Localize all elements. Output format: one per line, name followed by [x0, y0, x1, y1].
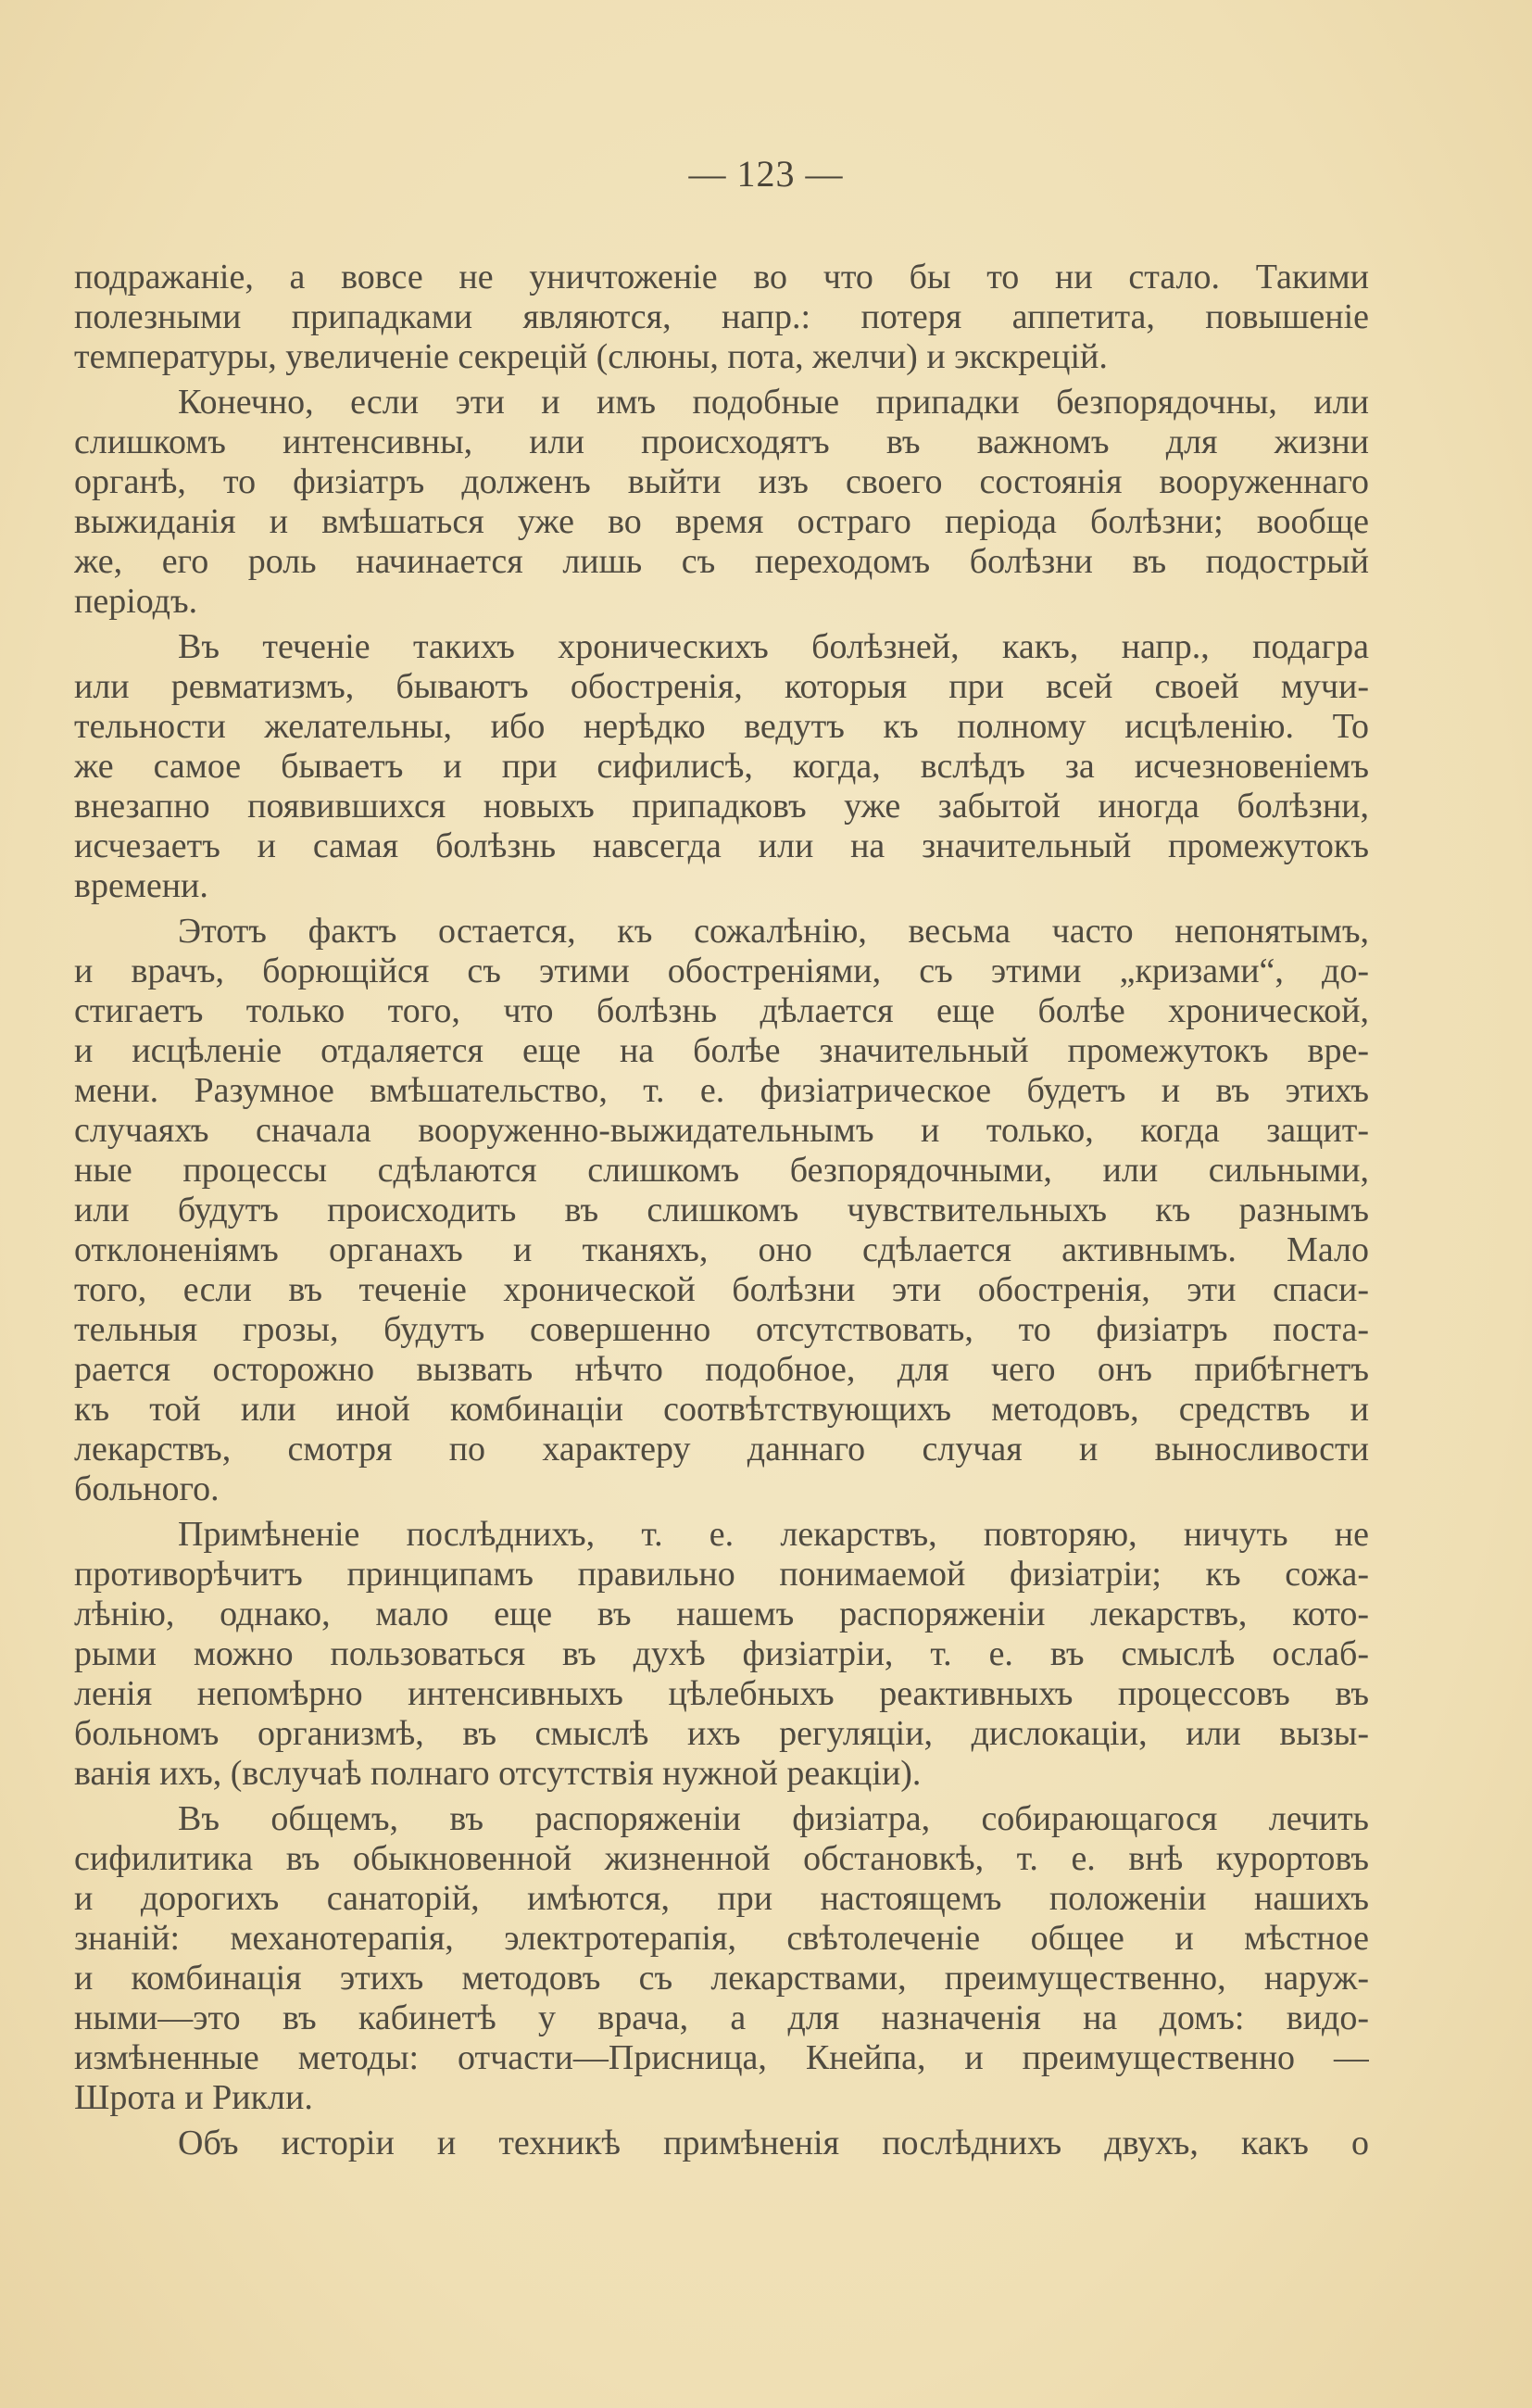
text-line: и врачъ, борющійся съ этими обостреніями, съ этими „кризами“, до- [74, 952, 1369, 990]
text-line: же самое бываетъ и при сифилисѣ, когда, вслѣдъ за исчезновеніемъ [74, 747, 1369, 786]
text-line: Шрота и Рикли. [74, 2078, 313, 2117]
text-line: подражаніе, а вовсе не уничтоженіе во что бы то ни стало. Такими [74, 258, 1369, 296]
paragraph [74, 383, 1369, 622]
text-line: знаній: механотерапія, электротерапія, свѣтолеченіе общее и мѣстное [74, 1919, 1369, 1958]
page-number: — 123 — [688, 153, 844, 195]
text-line: тельныя грозы, будутъ совершенно отсутствовать, то физіатръ поста- [74, 1310, 1369, 1349]
text-line: или будутъ происходить въ слишкомъ чувствительныхъ къ разнымъ [74, 1191, 1369, 1229]
text-line: Этотъ фактъ остается, къ сожалѣнію, весьма часто непонятымъ, [178, 912, 1369, 951]
text-line: періодъ. [74, 582, 198, 621]
text-line: исчезаетъ и самая болѣзнь навсегда или на значительный промежутокъ [74, 826, 1369, 865]
text-line: измѣненные методы: отчасти—Присница, Кнейпа, и преимущественно — [74, 2038, 1369, 2077]
text-line: температуры, увеличеніе секрецій (слюны, пота, желчи) и экскрецій. [74, 337, 1108, 376]
text-line: рыми можно пользоваться въ духѣ физіатріи, т. е. въ смыслѣ ослаб- [74, 1634, 1369, 1673]
text-line: полезными припадками являются, напр.: потеря аппетита, повышеніе [74, 297, 1369, 336]
text-line: ными—это въ кабинетѣ у врача, а для назначенія на домъ: видо- [74, 1998, 1369, 2037]
text-line: къ той или иной комбинаціи соотвѣтствующихъ методовъ, средствъ и [74, 1390, 1369, 1429]
text-line: и исцѣленіе отдаляется еще на болѣе значительный промежутокъ вре- [74, 1031, 1369, 1070]
text-line: органѣ, то физіатръ долженъ выйти изъ своего состоянія вооруженнаго [74, 462, 1369, 501]
text-line: стигаетъ только того, что болѣзнь дѣлается еще болѣе хронической, [74, 991, 1369, 1030]
text-line: противорѣчитъ принципамъ правильно понимаемой физіатріи; къ сожа- [74, 1555, 1369, 1594]
paragraph [74, 627, 1369, 906]
text-line: или ревматизмъ, бываютъ обостренія, которыя при всей своей мучи- [74, 667, 1369, 706]
text-line: внезапно появившихся новыхъ припадковъ уже забытой иногда болѣзни, [74, 787, 1369, 826]
text-line: ленія непомѣрно интенсивныхъ цѣлебныхъ реактивныхъ процессовъ въ [74, 1674, 1369, 1713]
paragraph [74, 1515, 1369, 1794]
paragraph [74, 912, 1369, 1509]
text-line: Въ теченіе такихъ хроническихъ болѣзней, какъ, напр., подагра [178, 627, 1369, 666]
text-line: лекарствъ, смотря по характеру даннаго случая и выносливости [74, 1430, 1369, 1469]
text-line: случаяхъ сначала вооруженно-выжидательнымъ и только, когда защит- [74, 1111, 1369, 1150]
text-line: тельности желательны, ибо нерѣдко ведутъ къ полному исцѣленію. То [74, 707, 1369, 746]
text-line: рается осторожно вызвать нѣчто подобное, для чего онъ прибѣгнетъ [74, 1350, 1369, 1389]
text-line: больного. [74, 1469, 220, 1508]
text-line: Объ исторіи и техникѣ примѣненія послѣднихъ двухъ, какъ о [178, 2124, 1369, 2162]
text-line: и дорогихъ санаторій, имѣются, при настоящемъ положеніи нашихъ [74, 1879, 1369, 1918]
paragraph [74, 258, 1369, 377]
text-line: Въ общемъ, въ распоряженіи физіатра, собирающагося лечить [178, 1799, 1369, 1838]
text-line: выжиданія и вмѣшаться уже во время остраго періода болѣзни; вообще [74, 502, 1369, 541]
paragraph [74, 2124, 1369, 2163]
text-line: слишкомъ интенсивны, или происходятъ въ важномъ для жизни [74, 422, 1369, 461]
text-line: сифилитика въ обыкновенной жизненной обстановкѣ, т. е. внѣ курортовъ [74, 1839, 1369, 1878]
text-line: отклоненіямъ органахъ и тканяхъ, оно сдѣлается активнымъ. Мало [74, 1230, 1369, 1269]
text-line: времени. [74, 866, 208, 905]
text-line: лѣнію, однако, мало еще въ нашемъ распоряженіи лекарствъ, кото- [74, 1595, 1369, 1633]
text-line: мени. Разумное вмѣшательство, т. е. физіатрическое будетъ и въ этихъ [74, 1071, 1369, 1110]
paragraph [74, 1799, 1369, 2118]
text-line: того, если въ теченіе хронической болѣзни эти обостренія, эти спаси- [74, 1270, 1369, 1309]
text-line: и комбинація этихъ методовъ съ лекарствами, преимущественно, наруж- [74, 1959, 1369, 1998]
text-line: Примѣненіе послѣднихъ, т. е. лекарствъ, повторяю, ничуть не [178, 1515, 1369, 1554]
text-line: ные процессы сдѣлаются слишкомъ безпорядочными, или сильными, [74, 1151, 1369, 1190]
body-text [74, 258, 1369, 2169]
text-line: же, его роль начинается лишь съ переходомъ болѣзни въ подострый [74, 542, 1369, 581]
text-line: Конечно, если эти и имъ подобные припадки безпорядочны, или [178, 383, 1369, 422]
text-line: ванія ихъ, (вслучаѣ полнаго отсутствія нужной реакціи). [74, 1754, 922, 1793]
text-line: больномъ организмѣ, въ смыслѣ ихъ регуляціи, дислокаціи, или вызы- [74, 1714, 1369, 1753]
